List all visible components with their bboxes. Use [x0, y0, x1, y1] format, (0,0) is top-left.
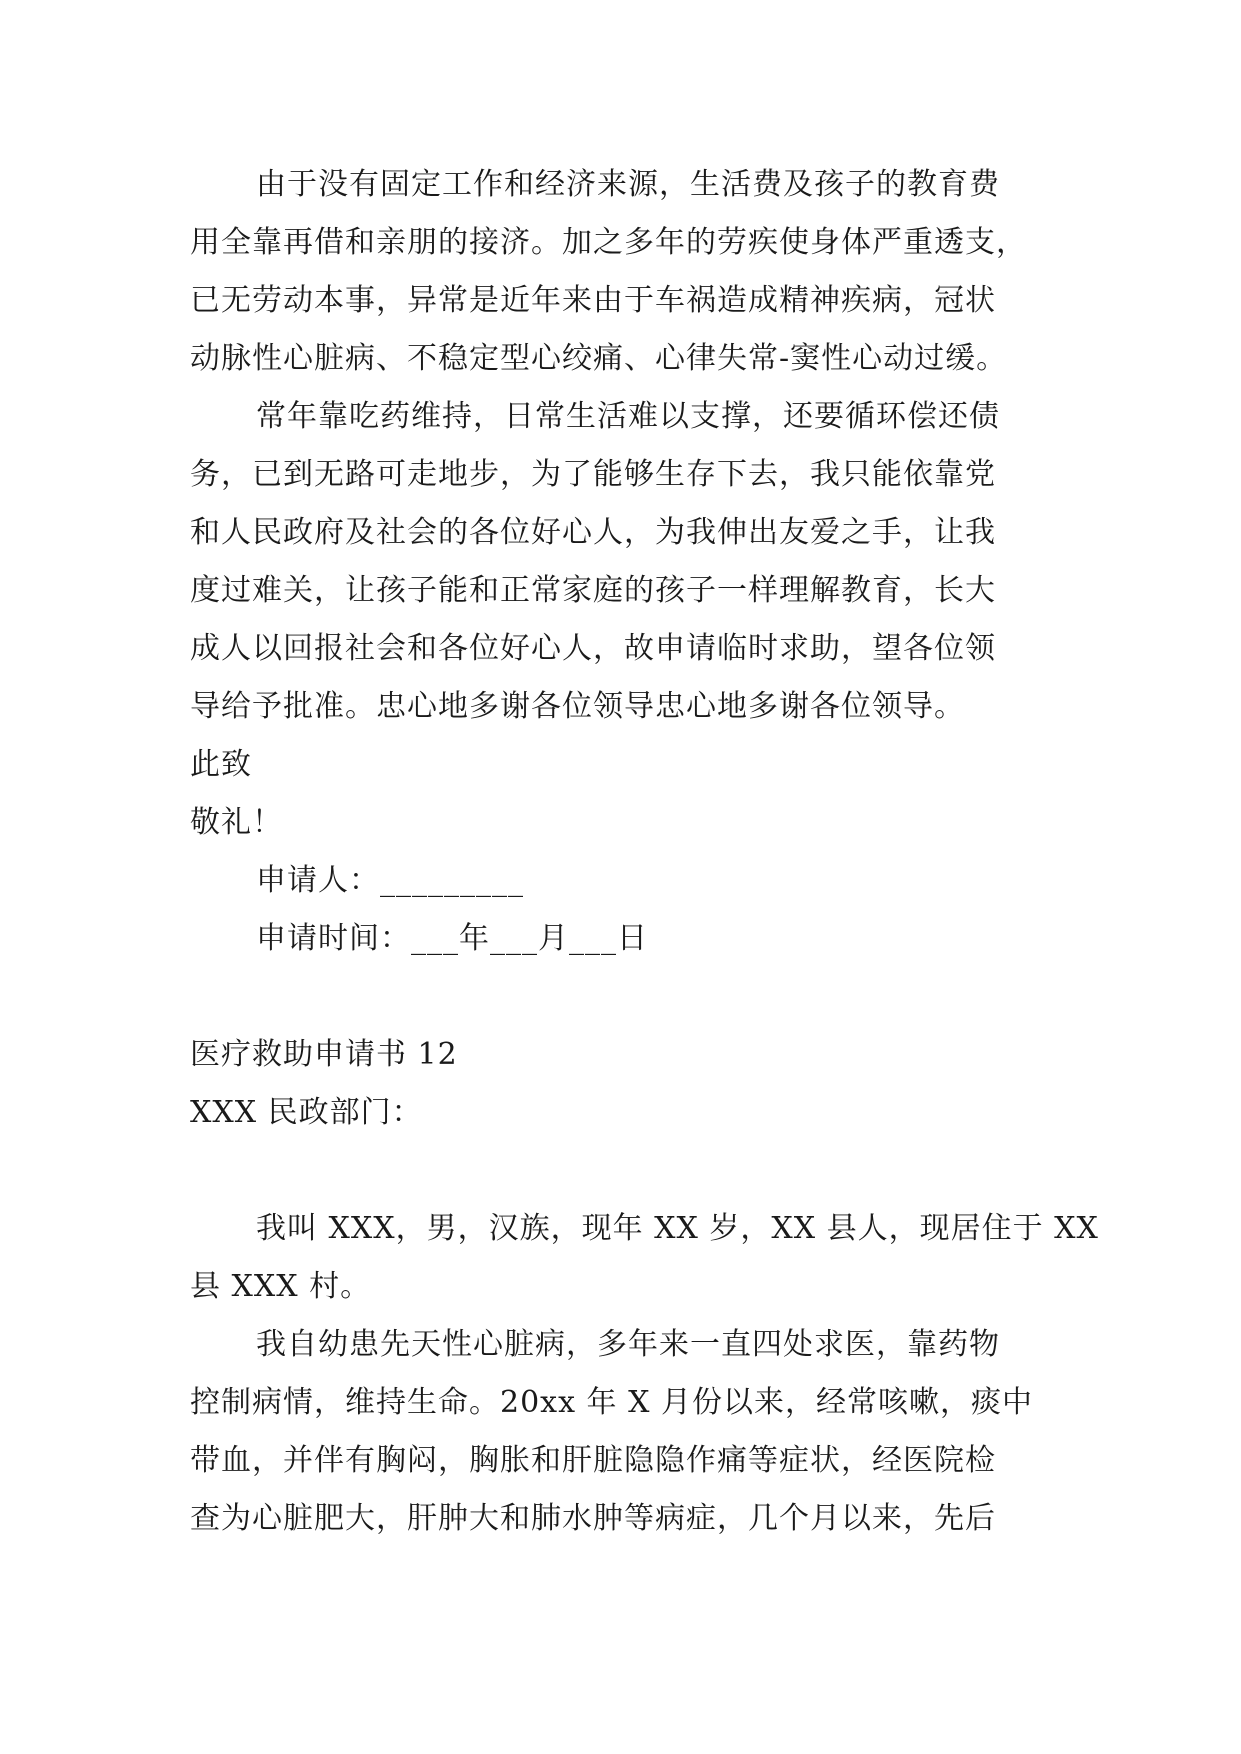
- paragraph-4-line-3: 带血，并伴有胸闷，胸胀和肝脏隐隐作痛等症状，经医院检: [190, 1443, 996, 1478]
- paragraph-4-line-1: 我自幼患先天性心脏病，多年来一直四处求医，靠药物: [256, 1327, 1000, 1362]
- paragraph-1-line-1: 由于没有固定工作和经济来源，生活费及孩子的教育费: [256, 167, 1000, 202]
- paragraph-2-line-1: 常年靠吃药维持，日常生活难以支撑，还要循环偿还债: [256, 399, 1000, 434]
- addressee: XXX 民政部门：: [190, 1095, 423, 1130]
- paragraph-4-line-2: 控制病情，维持生命。20xx 年 X 月份以来，经常咳嗽，痰中: [190, 1385, 1033, 1420]
- paragraph-3-line-2: 县 XXX 村。: [190, 1269, 372, 1304]
- paragraph-2-line-5: 成人以回报社会和各位好心人，故申请临时求助，望各位领: [190, 631, 996, 666]
- paragraph-2-line-4: 度过难关，让孩子能和正常家庭的孩子一样理解教育，长大: [190, 573, 996, 608]
- closing-ci-zhi: 此致: [190, 747, 252, 782]
- paragraph-1-line-3: 已无劳动本事，异常是近年来由于车祸造成精神疾病，冠状: [190, 283, 996, 318]
- applicant-line: 申请人：_________: [256, 863, 524, 898]
- paragraph-2-line-6: 导给予批准。忠心地多谢各位领导忠心地多谢各位领导。: [190, 689, 965, 724]
- section-title: 医疗救助申请书 12: [190, 1037, 458, 1072]
- paragraph-2-line-2: 务，已到无路可走地步，为了能够生存下去，我只能依靠党: [190, 457, 996, 492]
- paragraph-1-line-2: 用全靠再借和亲朋的接济。加之多年的劳疾使身体严重透支，: [190, 225, 1027, 260]
- date-line: 申请时间：___年___月___日: [256, 921, 648, 956]
- closing-jing-li: 敬礼！: [190, 805, 283, 840]
- paragraph-3-line-1: 我叫 XXX，男，汉族，现年 XX 岁，XX 县人，现居住于 XX: [256, 1211, 1099, 1246]
- paragraph-4-line-4: 查为心脏肥大，肝肿大和肺水肿等病症，几个月以来，先后: [190, 1501, 996, 1536]
- paragraph-1-line-4: 动脉性心脏病、不稳定型心绞痛、心律失常-窦性心动过缓。: [190, 341, 1008, 376]
- paragraph-2-line-3: 和人民政府及社会的各位好心人，为我伸出友爱之手，让我: [190, 515, 996, 550]
